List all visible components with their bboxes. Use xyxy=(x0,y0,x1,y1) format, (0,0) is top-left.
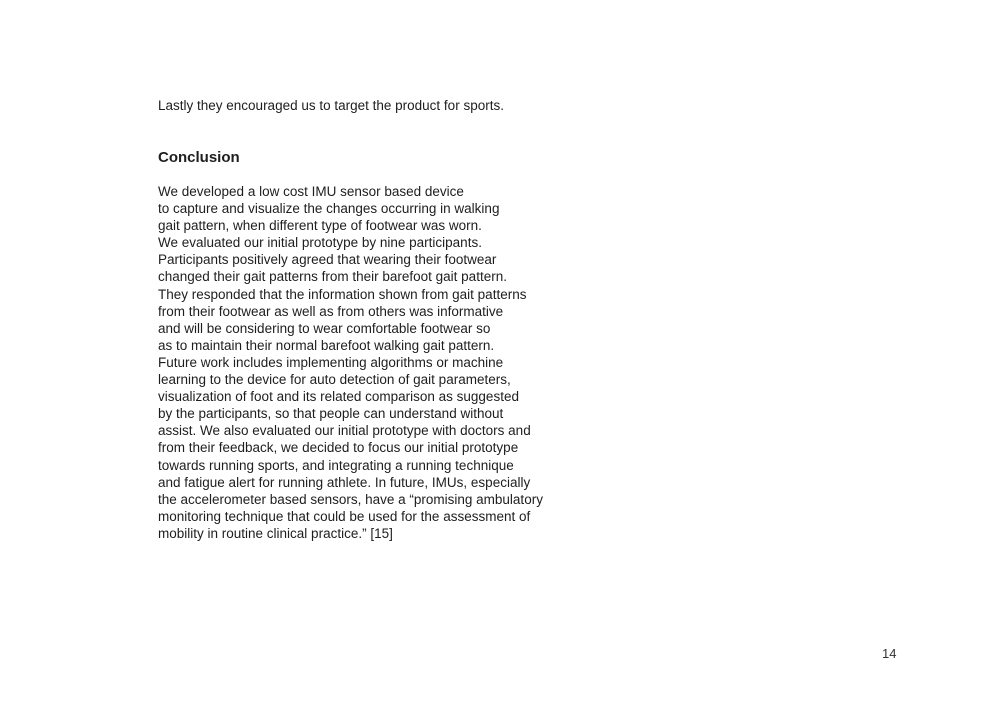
section-heading: Conclusion xyxy=(158,149,240,166)
page-number: 14 xyxy=(882,646,897,661)
paragraph-line: Participants positively agreed that wearing their footwear xyxy=(158,252,497,268)
paragraph-line: the accelerometer based sensors, have a “promising ambulatory xyxy=(158,491,543,507)
paragraph-line: We evaluated our initial prototype by nine participants. xyxy=(158,235,482,251)
paragraph-line: Future work includes implementing algorithms or machine xyxy=(158,354,504,370)
intro-line: Lastly they encouraged us to target the product for sports. xyxy=(158,98,504,113)
paragraph-line: We developed a low cost IMU sensor based device xyxy=(158,184,464,199)
paragraph-line: from their feedback, we decided to focus our initial prototype xyxy=(158,440,519,456)
paragraph-line: from their footwear as well as from others was informative xyxy=(158,303,504,319)
paragraph-line: and fatigue alert for running athlete. In future, IMUs, especially xyxy=(158,474,531,490)
paragraph-line: changed their gait patterns from their barefoot gait pattern. xyxy=(158,269,507,285)
conclusion-paragraph xyxy=(158,183,543,542)
paragraph-line: and will be considering to wear comfortable footwear so xyxy=(158,320,491,336)
paragraph-line: assist. We also evaluated our initial prototype with doctors and xyxy=(158,423,531,439)
paragraph-line: towards running sports, and integrating a running technique xyxy=(158,457,514,473)
paragraph-line: by the participants, so that people can understand without xyxy=(158,406,504,422)
paragraph-line: visualization of foot and its related comparison as suggested xyxy=(158,389,519,405)
paragraph-line: monitoring technique that could be used for the assessment of xyxy=(158,508,531,524)
paragraph-line: learning to the device for auto detection of gait parameters, xyxy=(158,372,511,388)
paragraph-line: mobility in routine clinical practice.” [15] xyxy=(158,525,393,541)
paragraph-line: gait pattern, when different type of footwear was worn. xyxy=(158,218,482,234)
paragraph-line: They responded that the information shown from gait patterns xyxy=(158,286,527,302)
paragraph-line: to capture and visualize the changes occurring in walking xyxy=(158,201,500,217)
paragraph-line: as to maintain their normal barefoot walking gait pattern. xyxy=(158,337,495,353)
